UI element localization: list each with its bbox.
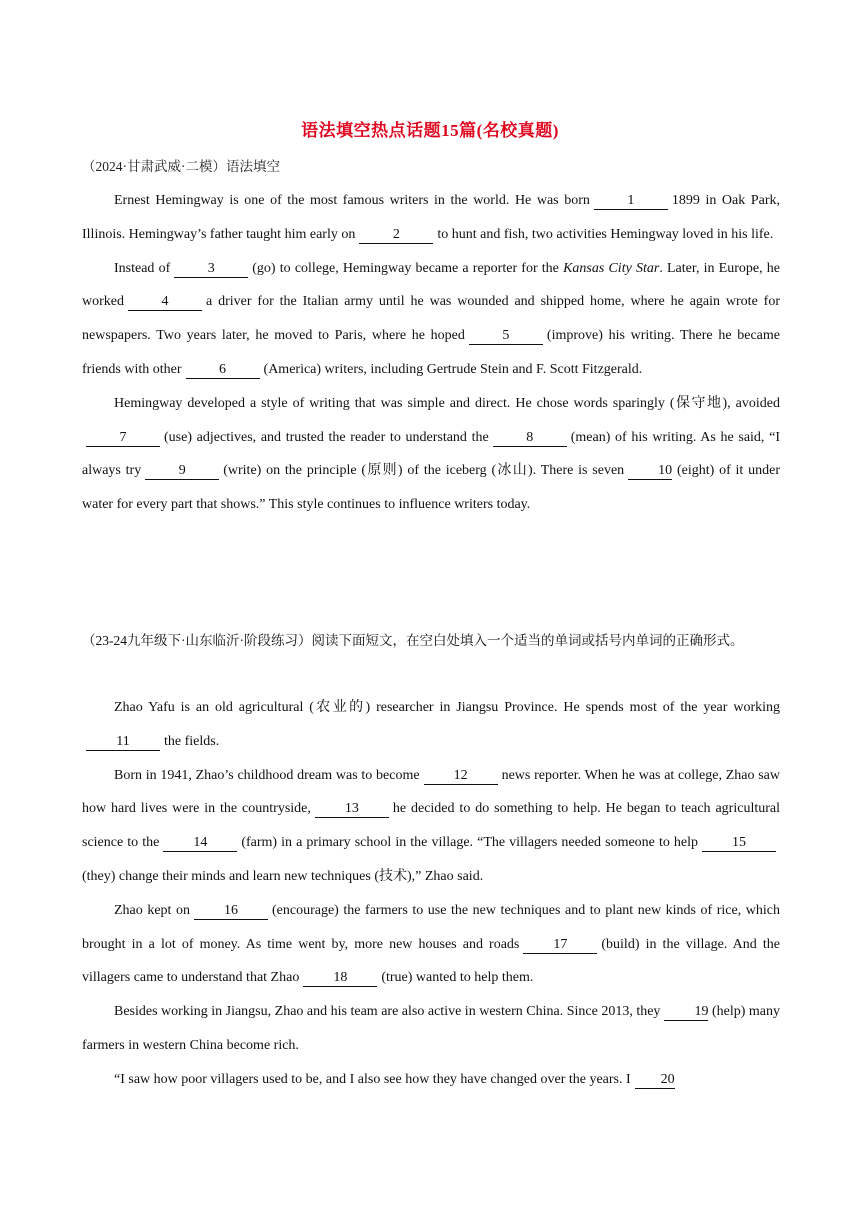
- passage1-source: （2024·甘肃武威·二模）语法填空: [82, 159, 280, 174]
- passage2-source: （23-24九年级下·山东临沂·阶段练习）阅读下面短文，在空白处填入一个适当的单词或括号内单词的正确形式。: [82, 633, 744, 648]
- text-run: the fields.: [164, 733, 220, 749]
- newspaper-name: Kansas City Star: [563, 260, 660, 276]
- passage1-paragraph-2: [82, 252, 780, 387]
- text-run: Besides working in Jiangsu, Zhao and his team are also active in western China. Since 2013, they: [114, 1004, 661, 1020]
- blank-16[interactable]: 16: [194, 902, 268, 920]
- text-run: to hunt and fish, two activities Hemingway loved in his life.: [437, 226, 774, 242]
- passage1-body: [82, 184, 780, 522]
- passage2-paragraph-1: [82, 691, 780, 759]
- blank-2[interactable]: 2: [359, 226, 433, 244]
- text-run: Zhao kept on: [114, 902, 190, 918]
- passage2-paragraph-2: [82, 759, 780, 894]
- text-run: Hemingway developed a style of writing that was simple and direct. He chose words sparingly (保守地), avoided: [114, 395, 780, 411]
- blank-20[interactable]: 20: [635, 1071, 675, 1089]
- blank-14[interactable]: 14: [163, 834, 237, 852]
- blank-12[interactable]: 12: [424, 767, 498, 785]
- text-run: (go) to college, Hemingway became a reporter for the: [252, 260, 559, 276]
- blank-17[interactable]: 17: [523, 936, 597, 954]
- text-run: (farm) in a primary school in the village. “The villagers needed someone to help: [241, 835, 698, 851]
- text-run: he decided to do something to help. He began to teach agricultural science to the: [82, 801, 780, 851]
- text-run: (encourage) the farmers to use the new techniques and to plant new kinds of rice, which brought in a lot of money. As time went by, more new houses and roads: [82, 902, 780, 952]
- passage2-body: [82, 691, 780, 1097]
- text-run: . Later, in Europe, he worked: [82, 260, 780, 310]
- blank-10[interactable]: 10: [628, 462, 672, 480]
- blank-4[interactable]: 4: [128, 293, 202, 311]
- text-run: Instead of: [114, 260, 171, 276]
- text-run: (build) in the village. And the villagers came to understand that Zhao: [82, 936, 780, 986]
- text-run: (true) wanted to help them.: [381, 970, 534, 986]
- blank-13[interactable]: 13: [315, 800, 389, 818]
- blank-11[interactable]: 11: [86, 733, 160, 751]
- text-run: a driver for the Italian army until he was wounded and shipped home, where he again wrote for newspapers. Two years later, he moved to Paris, where he hoped: [82, 294, 780, 344]
- text-run: Born in 1941, Zhao’s childhood dream was to become: [114, 767, 420, 783]
- text-run: “I saw how poor villagers used to be, and I also see how they have changed over the years. I: [114, 1071, 631, 1087]
- text-run: Zhao Yafu is an old agricultural (农业的) researcher in Jiangsu Province. He spends most of the year working: [114, 700, 780, 715]
- text-run: news reporter. When he was at college, Zhao saw how hard lives were in the countryside,: [82, 767, 780, 817]
- text-run: (mean) of his writing. As he said, “I always try: [82, 429, 780, 479]
- blank-8[interactable]: 8: [493, 429, 567, 447]
- passage2-paragraph-3: [82, 894, 780, 995]
- blank-7[interactable]: 7: [86, 429, 160, 447]
- text-run: Ernest Hemingway is one of the most famous writers in the world. He was born: [114, 193, 590, 208]
- passage2-paragraph-4: [82, 995, 780, 1063]
- text-run: (eight) of it under water for every part that shows.” This style continues to influence writers today.: [82, 463, 780, 513]
- blank-6[interactable]: 6: [186, 361, 260, 379]
- document-title: 语法填空热点话题15篇(名校真题): [301, 121, 559, 140]
- blank-3[interactable]: 3: [174, 260, 248, 278]
- blank-15[interactable]: 15: [702, 834, 776, 852]
- blank-9[interactable]: 9: [145, 462, 219, 480]
- text-run: (write) on the principle (原则) of the iceberg (冰山). There is seven: [223, 463, 625, 479]
- text-run: 1899 in Oak Park, Illinois. Hemingway’s father taught him early on: [82, 193, 780, 242]
- passage2-paragraph-5: [82, 1063, 780, 1097]
- passage1-paragraph-3: [82, 387, 780, 522]
- blank-19[interactable]: 19: [664, 1003, 708, 1021]
- blank-1[interactable]: 1: [594, 192, 668, 210]
- text-run: (they) change their minds and learn new techniques (技术),” Zhao said.: [82, 868, 484, 884]
- text-run: (America) writers, including Gertrude Stein and F. Scott Fitzgerald.: [263, 361, 643, 377]
- text-run: (help) many farmers in western China become rich.: [82, 1004, 780, 1053]
- text-run: (use) adjectives, and trusted the reader to understand the: [164, 429, 489, 445]
- blank-5[interactable]: 5: [469, 327, 543, 345]
- text-run: (improve) his writing. There he became friends with other: [82, 328, 780, 377]
- passage1-paragraph-1: [82, 184, 780, 252]
- blank-18[interactable]: 18: [303, 969, 377, 987]
